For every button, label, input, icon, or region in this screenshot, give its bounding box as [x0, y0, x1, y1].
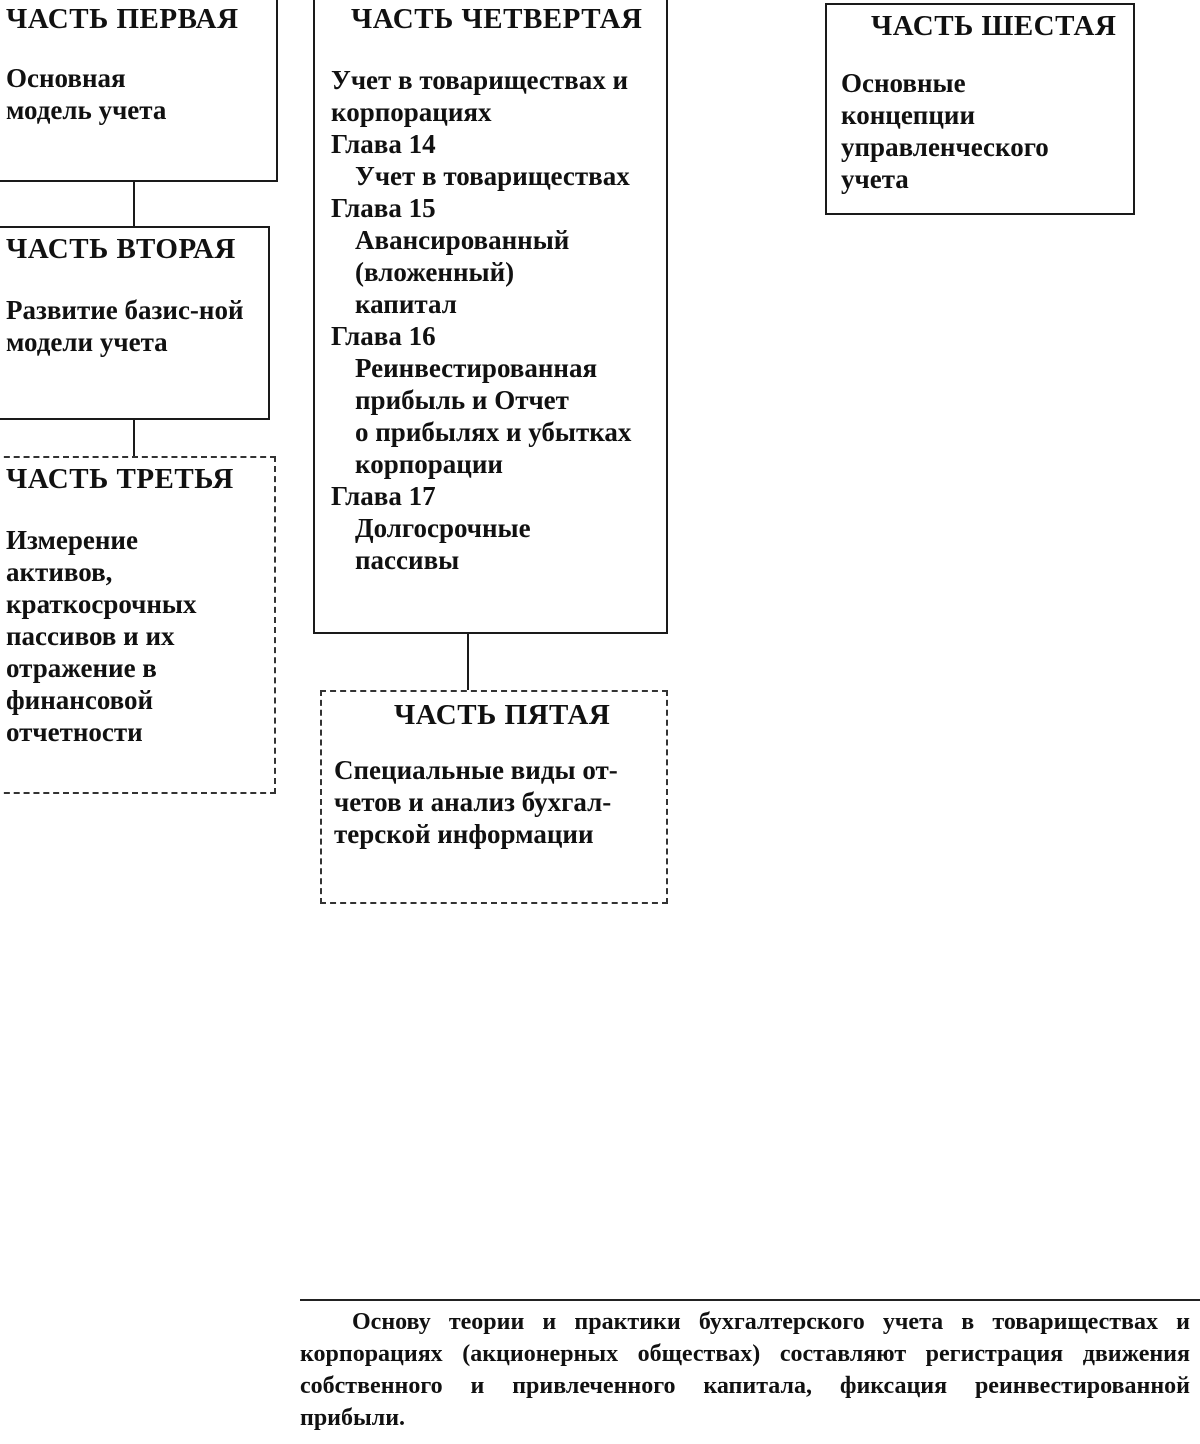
part-two-title: ЧАСТЬ ВТОРАЯ [6, 233, 236, 265]
chapter-17 [331, 480, 656, 576]
chapter-title: Долгосрочные пассивы [355, 513, 531, 575]
part-six-title: ЧАСТЬ ШЕСТАЯ [871, 10, 1117, 42]
chapter-16 [331, 320, 656, 480]
connector-part1-part2 [133, 182, 135, 228]
chapter-title: Учет в товариществах [355, 161, 630, 191]
chapter-label: Глава 15 [331, 193, 436, 223]
chapter-label: Глава 16 [331, 321, 436, 351]
part-two-body: Развитие базис-ной модели учета [6, 295, 244, 357]
part-four-title: ЧАСТЬ ЧЕТВЕРТАЯ [351, 3, 643, 35]
part-one-title: ЧАСТЬ ПЕРВАЯ [6, 3, 239, 35]
connector-part4-part5 [467, 634, 469, 690]
part-one-body: Основная модель учета [6, 63, 167, 125]
part-four-box [313, 0, 668, 634]
chapter-list [331, 128, 656, 576]
part-three-title: ЧАСТЬ ТРЕТЬЯ [6, 463, 234, 495]
chapter-14 [331, 128, 656, 192]
part-five-box [320, 690, 668, 904]
part-one-box [0, 0, 278, 182]
footnote-rule [300, 1299, 1200, 1301]
chapter-label: Глава 17 [331, 481, 436, 511]
part-four-intro: Учет в товариществах и корпорациях [331, 65, 628, 127]
chapter-label: Глава 14 [331, 129, 436, 159]
part-five-title: ЧАСТЬ ПЯТАЯ [394, 699, 611, 731]
part-six-box [825, 3, 1135, 215]
footnote-text: Основу теории и практики бухгалтерского учета в товариществах и корпорациях (акционерных обществах) составляют регистрация движения собственного и привлеченного капитала, фиксация реинвестированной прибыли. [300, 1309, 1190, 1431]
connector-part2-part3 [133, 420, 135, 458]
part-three-box [0, 456, 276, 794]
chapter-15 [331, 192, 656, 320]
part-six-body: Основные концепции управленческого учета [841, 68, 1049, 194]
part-two-box [0, 226, 270, 420]
part-three-body: Измерение активов, краткосрочных пассивов и их отражение в финансовой отчетности [6, 525, 197, 747]
chapter-title: Авансированный (вложенный) капитал [355, 225, 570, 319]
part-five-body: Специальные виды от-четов и анализ бухгал-терской информации [334, 755, 618, 849]
chapter-title: Реинвестированная прибыль и Отчет о прибылях и убытках корпорации [355, 353, 632, 479]
